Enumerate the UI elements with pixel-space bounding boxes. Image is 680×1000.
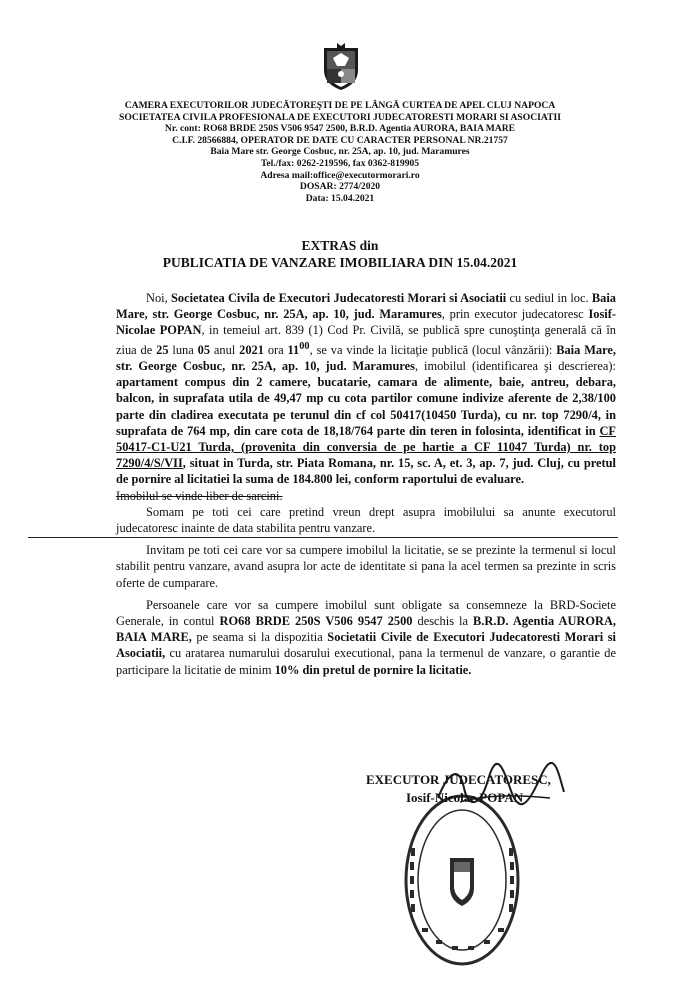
text-run: , se va vinde la licitaţie publică (locul vânzării): — [309, 342, 557, 357]
text-run: deschis la — [412, 613, 474, 628]
bold-run: 25 — [156, 342, 169, 357]
bold-run: 10% din pretul de pornire la licitatie. — [274, 662, 472, 677]
handwritten-signature-icon — [430, 758, 570, 818]
bold-run: 05 — [197, 342, 211, 357]
text-run: ora — [263, 342, 288, 357]
bold-run: B.R.D. Agentia AURORA, BAIA MARE, — [116, 613, 616, 645]
paragraph-guarantee — [116, 597, 616, 678]
text-run: anul — [210, 342, 240, 357]
text-run: luna — [168, 342, 198, 357]
text-run: , prin executor judecatoresc — [441, 307, 589, 322]
bold-run: Baia Mare, str. George Cosbuc, nr. 25A, ap. 10, jud. Maramures — [116, 291, 617, 322]
bold-run: Baia Mare, str. George Cosbuc, nr. 25A, ap. 10, jud. Maramures — [116, 342, 616, 373]
bold-run: apartament compus din 2 camere, bucatarie, camara de alimente, baie, antreu, debara, balcon, in suprafata utila de 49,47 mp cu cota partilor comune indivize aferente de 2,38/100 parte din cladirea executata pe terunul din cf col 50417(10450 Turda), cu nr. top 7290/4, in suprafata de 764 mp, din care cota de 18,18/764 parte din teren in folosinta, identificat in — [116, 375, 616, 438]
coat-of-arms-icon — [318, 42, 364, 92]
text-run: Noi, — [146, 291, 171, 305]
horizontal-rule — [28, 537, 618, 538]
paragraph-invitation: Invitam pe toti cei care vor sa cumpere imobilul la licitatie, se se prezinte la termenul si locul stabilit pentru vanzare, avand asupra lor acte de identitate si pana la acel termen sa prezinte in scris oferte de cumparare. — [116, 543, 616, 590]
letterhead-line: Data: 15.04.2021 — [305, 192, 375, 204]
letterhead-line: Nr. cont: RO68 BRDE 250S V506 9547 2500, B.R.D. Agentia AURORA, BAIA MARE — [164, 123, 516, 135]
bold-run: , situat in Turda, str. Piata Romana, nr. 15, sc. A, et. 3, ap. 7, jud. Cluj, cu pretul de pornire al licitatiei la suma de 184.800 lei, conform raportului de evaluare. — [116, 456, 616, 487]
bold-run: 11 — [287, 342, 300, 357]
document-title — [0, 237, 680, 271]
text-run: cu sediul in loc. — [506, 291, 592, 305]
bold-run: Societatii Civile de Executori Judecatoresti Morari si Asociatii, — [116, 630, 617, 661]
document-body — [116, 290, 616, 678]
letterhead-line: Adresa mail:office@executormorari.ro — [260, 169, 420, 181]
paragraph-summons: Somam pe toti cei care pretind vreun drept asupra imobilului sa anunte executorul judecatoresc inainte de data stabilita pentru vanzare. — [116, 504, 616, 535]
letterhead-line: Tel./fax: 0262-219596, fax 0362-819905 — [260, 157, 420, 169]
bold-run: Iosif-Nicolae POPAN — [116, 307, 616, 338]
letterhead-line: DOSAR: 2774/2020 — [299, 181, 381, 193]
signature-title: EXECUTOR JUDECATORESC, — [366, 772, 551, 787]
text-run: cu aratarea numarului dosarului executional, pana la termenul de vanzare, o garantie de participare la licitatie de minim — [116, 646, 616, 677]
letterhead-line: SOCIETATEA CIVILA PROFESIONALA DE EXECUTORI JUDECATORESTI MORARI SI ASOCIATII — [119, 111, 561, 123]
text-run: pe seama si la dispozitia — [191, 630, 328, 645]
underlined-bold-run: CF 50417-C1-U21 Turda, (provenita din conversia de pe hartie a CF 11047 Turda) nr. top 7290/4/S/VII — [116, 423, 616, 471]
bold-run: Societatea Civila de Executori Judecatoresti Morari si Asociatii — [170, 291, 507, 305]
bold-run: RO68 BRDE 250S V506 9547 2500 — [219, 613, 413, 628]
text-run: Persoanele care vor sa cumpere imobilul sunt obligate sa consemneze la BRD-Societe Generale, in contul — [116, 597, 616, 628]
letterhead — [0, 100, 680, 204]
letterhead-line: Baia Mare str. George Cosbuc, nr. 25A, ap. 10, jud. Maramures — [210, 146, 470, 158]
title-line-1: EXTRAS din — [301, 238, 379, 253]
signature-name: Iosif-Nicolae POPAN — [406, 790, 524, 805]
bold-run: 2021 — [239, 342, 264, 357]
text-run: , imobilul (identificarea şi descrierea): — [414, 358, 617, 373]
letterhead-line: CAMERA EXECUTORILOR JUDECĂTOREŞTI DE PE LÂNGĂ CURTEA DE APEL CLUJ NAPOCA — [124, 100, 556, 111]
struck-sentence: Imobilul se vinde liber de sarcini. — [116, 488, 283, 503]
signature-block — [350, 758, 650, 958]
superscript-run: 00 — [299, 340, 310, 352]
text-run: , in temeiul art. 839 (1) Cod Pr. Civilă, se publică spre cunoştinţa generală că în ziua de — [116, 323, 616, 357]
letterhead-line: C.I.F. 28566884, OPERATOR DE DATE CU CARACTER PERSONAL NR.21757 — [172, 134, 508, 146]
paragraph-announcement — [116, 290, 616, 488]
title-line-2: PUBLICATIA DE VANZARE IMOBILIARA DIN 15.04.2021 — [162, 255, 518, 270]
